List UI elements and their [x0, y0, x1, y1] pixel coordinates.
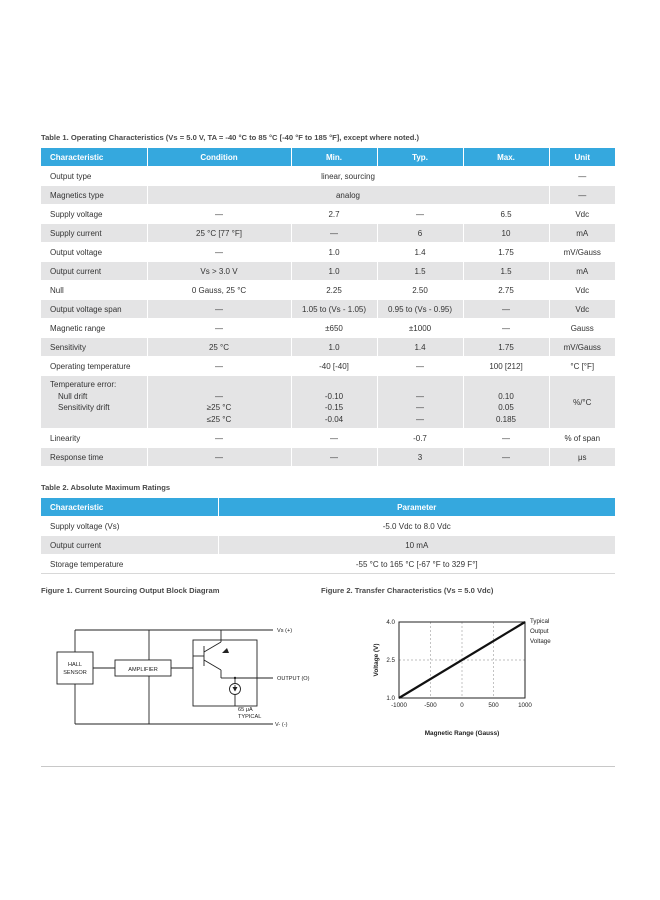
y-tick-label: 2.5: [386, 657, 395, 665]
unit-cell: mV/Gauss: [549, 243, 615, 262]
table2-header-characteristic: Characteristic: [41, 498, 218, 517]
table-row: [41, 300, 615, 319]
table-row: [41, 262, 615, 281]
characteristic-cell: Output current: [41, 262, 147, 281]
null-drift-label: Null drift: [58, 391, 88, 401]
unit-cell: %/°C: [549, 376, 615, 429]
table2-header-parameter: Parameter: [218, 498, 615, 517]
empty-line: [50, 414, 147, 426]
unit-cell: Gauss: [549, 319, 615, 338]
typ-cell: 6: [377, 224, 463, 243]
table-row: [41, 536, 615, 555]
min-cell: 2.7: [291, 205, 377, 224]
figure1-caption: Figure 1. Current Sourcing Output Block Diagram: [41, 586, 220, 595]
characteristic-cell: Null: [41, 281, 147, 300]
table1-header-characteristic: Characteristic: [41, 148, 147, 167]
x-tick-label: -500: [424, 702, 437, 709]
condition-cell: 0 Gauss, 25 °C: [147, 281, 291, 300]
min-cell: —: [291, 448, 377, 467]
unit-cell: —: [549, 186, 615, 205]
typ-cell: -0.7: [377, 429, 463, 448]
characteristic-cell: Magnetics type: [41, 186, 147, 205]
min-cell: 1.0: [291, 243, 377, 262]
condition-cell: —: [147, 205, 291, 224]
table2-header-row: [41, 498, 615, 517]
unit-cell: °C [°F]: [549, 357, 615, 376]
value-span-cell: linear, sourcing: [147, 167, 549, 186]
max-cell: —: [463, 319, 549, 338]
table-row: [41, 376, 615, 429]
characteristic-cell: Output voltage span: [41, 300, 147, 319]
chart-ticks: [386, 619, 532, 709]
min-cell: 1.05 to (Vs - 1.05): [291, 300, 377, 319]
characteristic-cell: Sensitivity: [41, 338, 147, 357]
table-row: [41, 167, 615, 186]
absolute-maximum-ratings-table: [41, 498, 615, 573]
operating-characteristics-table: [41, 148, 615, 466]
max-cell: —: [463, 300, 549, 319]
parameter-cell: -5.0 Vdc to 8.0 Vdc: [218, 517, 615, 536]
max-cell: 10: [463, 224, 549, 243]
y-tick-label: 4.0: [386, 619, 395, 627]
annotation-line2: Output: [530, 628, 549, 635]
characteristic-cell: Supply voltage: [41, 205, 147, 224]
min-cell: —: [291, 224, 377, 243]
max-cell: 1.75: [463, 243, 549, 262]
table1-header-min: Min.: [291, 148, 377, 167]
max-cell: 1.75: [463, 338, 549, 357]
characteristic-cell: Supply current: [41, 224, 147, 243]
characteristic-cell: [41, 376, 147, 429]
characteristic-cell: Linearity: [41, 429, 147, 448]
y-tick-label: 1.0: [386, 695, 395, 703]
max-cell: —: [463, 429, 549, 448]
unit-cell: % of span: [549, 429, 615, 448]
figure2-caption: Figure 2. Transfer Characteristics (Vs = 5.0 Vdc): [321, 586, 494, 595]
amplifier-label: AMPLIFIER: [128, 667, 158, 673]
max-cell: 0.10 0.05 0.185: [463, 376, 549, 429]
x-tick-label: 0: [460, 702, 464, 709]
table2-bottom-rule: [41, 573, 615, 574]
table1-header-row: [41, 148, 615, 167]
hall-label-line2: SENSOR: [63, 670, 87, 676]
transistor-arrow-icon: [222, 648, 229, 653]
min-cell: —: [291, 429, 377, 448]
unit-cell: mA: [549, 224, 615, 243]
annotation-line3: Voltage: [530, 638, 551, 645]
table-row: [41, 319, 615, 338]
current-label-line2: TYPICAL: [238, 714, 262, 720]
max-cell: 1.5: [463, 262, 549, 281]
table1-caption: Table 1. Operating Characteristics (Vs = 5.0 V, TA = -40 °C to 85 °C [-40 °F to 185 °F], except where noted.): [41, 133, 420, 142]
table-row: [41, 186, 615, 205]
temperature-error-label: Temperature error:: [50, 380, 117, 389]
min-cell: -0.10 -0.15 -0.04: [291, 376, 377, 429]
condition-cell: 25 °C: [147, 338, 291, 357]
table-row: [41, 429, 615, 448]
typ-cell: 2.50: [377, 281, 463, 300]
unit-cell: mV/Gauss: [549, 338, 615, 357]
unit-cell: Vdc: [549, 300, 615, 319]
min-cell: 1.0: [291, 338, 377, 357]
output-stage-box: [193, 640, 257, 706]
output-node-dot: [234, 677, 236, 679]
condition-cell: — ≥25 °C ≤25 °C: [147, 376, 291, 429]
table1-header-unit: Unit: [549, 148, 615, 167]
typ-cell: 1.5: [377, 262, 463, 281]
max-cell: 6.5: [463, 205, 549, 224]
table-row: [41, 243, 615, 262]
table1-header-max: Max.: [463, 148, 549, 167]
condition-cell: Vs > 3.0 V: [147, 262, 291, 281]
table-row: [41, 338, 615, 357]
unit-cell: —: [549, 167, 615, 186]
condition-cell: —: [147, 243, 291, 262]
condition-cell: —: [147, 319, 291, 338]
parameter-cell: -55 °C to 165 °C [-67 °F to 329 F°]: [218, 555, 615, 574]
vs-label: Vs (+): [277, 628, 293, 634]
table1-header-condition: Condition: [147, 148, 291, 167]
vminus-label: V- (-): [275, 722, 288, 728]
transistor-emitter: [204, 660, 221, 670]
value-span-cell: analog: [147, 186, 549, 205]
characteristic-cell: Supply voltage (Vs): [41, 517, 218, 536]
typ-cell: — — —: [377, 376, 463, 429]
characteristic-cell: Response time: [41, 448, 147, 467]
table-row: [41, 205, 615, 224]
max-cell: 100 [212]: [463, 357, 549, 376]
condition-cell: —: [147, 448, 291, 467]
table-row: [41, 281, 615, 300]
page-bottom-rule: [41, 766, 615, 767]
characteristic-cell: Output current: [41, 536, 218, 555]
condition-cell: —: [147, 429, 291, 448]
table-row: [41, 224, 615, 243]
unit-cell: Vdc: [549, 281, 615, 300]
typ-cell: —: [377, 357, 463, 376]
unit-cell: μs: [549, 448, 615, 467]
current-label-line1: 65 μA: [238, 707, 253, 713]
x-tick-label: 500: [488, 702, 499, 709]
max-cell: 2.75: [463, 281, 549, 300]
condition-cell: —: [147, 357, 291, 376]
typ-cell: 1.4: [377, 338, 463, 357]
min-cell: 1.0: [291, 262, 377, 281]
transistor-collector: [204, 642, 221, 652]
typ-cell: 0.95 to (Vs - 0.95): [377, 300, 463, 319]
characteristic-cell: Output type: [41, 167, 147, 186]
output-label: OUTPUT (O): [277, 676, 310, 682]
unit-cell: Vdc: [549, 205, 615, 224]
characteristic-cell: Storage temperature: [41, 555, 218, 574]
characteristic-cell: Operating temperature: [41, 357, 147, 376]
sensitivity-drift-label: Sensitivity drift: [58, 403, 110, 412]
x-tick-label: 1000: [518, 702, 532, 709]
condition-cell: 25 °C [77 °F]: [147, 224, 291, 243]
table-row: [41, 357, 615, 376]
typ-cell: 1.4: [377, 243, 463, 262]
table-row: [41, 555, 615, 574]
parameter-cell: 10 mA: [218, 536, 615, 555]
y-axis-label: Voltage (V): [373, 643, 380, 677]
x-axis-label: Magnetic Range (Gauss): [424, 730, 500, 737]
table-row: [41, 517, 615, 536]
transfer-chart: [321, 600, 615, 760]
min-cell: 2.25: [291, 281, 377, 300]
hall-sensor-box: [57, 652, 93, 684]
annotation-line1: Typical: [530, 618, 550, 625]
max-cell: —: [463, 448, 549, 467]
table-row: [41, 448, 615, 467]
unit-cell: mA: [549, 262, 615, 281]
table1-header-typ: Typ.: [377, 148, 463, 167]
table2-caption: Table 2. Absolute Maximum Ratings: [41, 483, 171, 492]
typ-cell: ±1000: [377, 319, 463, 338]
characteristic-cell: Output voltage: [41, 243, 147, 262]
hall-label-line1: HALL: [68, 662, 82, 668]
min-cell: -40 [-40]: [291, 357, 377, 376]
x-tick-label: -1000: [391, 702, 407, 709]
typ-cell: —: [377, 205, 463, 224]
block-diagram: [41, 600, 311, 760]
characteristic-cell: Magnetic range: [41, 319, 147, 338]
typ-cell: 3: [377, 448, 463, 467]
condition-cell: —: [147, 300, 291, 319]
min-cell: ±650: [291, 319, 377, 338]
